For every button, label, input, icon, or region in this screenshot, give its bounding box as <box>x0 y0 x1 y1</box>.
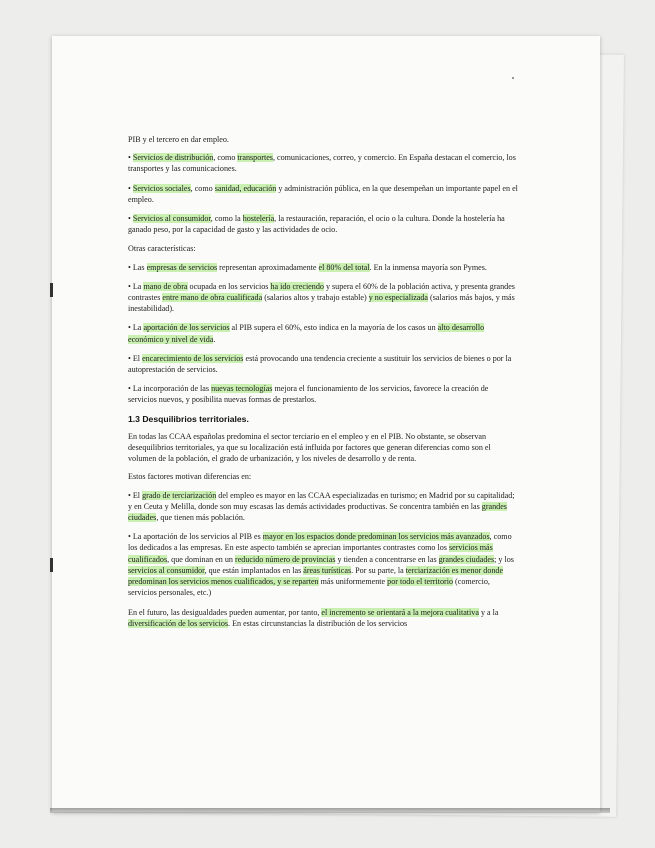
list-differences <box>128 490 518 599</box>
bullet-marker: • <box>128 490 131 500</box>
text-run: al PIB supera el 60%, esto indica en la mayoría de los casos un <box>229 323 438 333</box>
bullet-paragraph <box>128 531 518 598</box>
text-run: , como los dedicados a las empresas. En este aspecto también se aprecian importantes contrastes como los <box>128 532 512 553</box>
binder-mark <box>50 558 53 572</box>
text-run: La <box>130 323 144 333</box>
scan-speck <box>512 77 514 79</box>
bullet-marker: • <box>128 384 131 394</box>
highlighted-phrase: Servicios al consumidor <box>132 214 211 224</box>
highlighted-phrase: reducido número de provincias <box>235 554 336 564</box>
highlighted-phrase: servicios más cualificados <box>128 543 493 564</box>
highlighted-phrase: áreas turísticas <box>303 565 352 575</box>
highlighted-phrase: el incremento se orientará a la mejora cualitativa <box>321 607 479 617</box>
bullet-paragraph <box>128 490 518 524</box>
highlighted-phrase: empresas de servicios <box>146 262 218 272</box>
text-run: representan aproximadamente <box>217 262 319 272</box>
text-run: . <box>213 334 216 344</box>
highlighted-phrase: transportes <box>237 153 273 163</box>
closing-paragraph <box>128 607 518 629</box>
bullet-paragraph <box>128 213 518 235</box>
text-run: está provocando una tendencia creciente a sustituir los servicios de bienes o por la autoprestación de servicios. <box>128 353 512 375</box>
page-bottom-edge <box>50 808 610 813</box>
bullet-marker: • <box>128 214 131 224</box>
text-run: mejora el funcionamiento de los servicios, favorece la creación de servicios nuevos, y posibilita nuevas formas de prestarlos. <box>128 384 489 405</box>
bullet-marker: • <box>128 183 131 193</box>
highlighted-phrase: sanidad, educación <box>214 183 277 193</box>
text-run: La incorporación de las <box>130 384 212 394</box>
highlighted-phrase: y no especializada <box>368 293 429 303</box>
list-service-types <box>128 152 518 235</box>
bullet-paragraph <box>128 281 518 315</box>
text-run: (comercio, servicios personales, etc.) <box>128 577 490 598</box>
bullet-marker: • <box>128 281 131 291</box>
text-run: más uniformemente <box>318 577 388 587</box>
highlighted-phrase: aportación de los servicios <box>143 323 230 333</box>
text-run: El <box>130 490 143 500</box>
highlighted-phrase: terciarización es menor donde predominan los servicios menos cualificados, y se reparten <box>128 565 504 587</box>
text-run: ; y los <box>494 554 514 564</box>
text-run: El <box>130 353 143 363</box>
text-run: , como la <box>210 214 243 224</box>
bullet-paragraph <box>128 383 518 405</box>
highlighted-phrase: Servicios de distribución <box>132 153 214 163</box>
section-heading: 1.3 Desquilibrios territoriales. <box>128 413 249 424</box>
bullet-marker: • <box>128 353 131 363</box>
document-text <box>128 134 518 636</box>
bullet-paragraph <box>128 322 518 344</box>
highlighted-phrase: nuevas tecnologías <box>211 384 273 394</box>
highlighted-phrase: grandes ciudades <box>128 501 507 523</box>
text-run: y supera el 60% de la población activa, y presenta grandes contrastes <box>128 281 515 303</box>
bullet-paragraph <box>128 262 518 273</box>
text-run: En el futuro, las desigualdades pueden aumentar, por tanto, <box>128 607 322 617</box>
bullet-marker: • <box>128 262 131 272</box>
text-run: Las <box>130 262 147 272</box>
highlighted-phrase: ha ido creciendo <box>270 281 324 291</box>
factores-heading: Estos factores motivan diferencias en: <box>128 472 252 482</box>
text-run: , que tienen más población. <box>156 513 245 523</box>
binder-mark <box>50 283 53 297</box>
highlighted-phrase: alto desarrollo económico y nivel de vida <box>128 323 485 344</box>
text-run: . En estas circunstancias la distribución de los servicios <box>228 618 408 628</box>
section-paragraph: En todas las CCAA españolas predomina el sector terciario en el empleo y en el PIB. No obstante, se observan desequilibrios territoriales, ya que su localización está influida por factores que generan diferencias como son el volumen de la población, el grado de urbanización, y los niveles de desarrollo y de renta. <box>128 431 491 464</box>
text-run: ocupada en los servicios <box>187 281 271 291</box>
text-run: . En la inmensa mayoría son Pymes. <box>369 262 487 272</box>
highlighted-phrase: Servicios sociales <box>132 183 191 193</box>
highlighted-phrase: encarecimiento de los servicios <box>142 353 244 363</box>
highlighted-phrase: entre mano de obra cualificada <box>162 293 263 303</box>
text-run: , que dominan en un <box>167 554 235 564</box>
bullet-paragraph <box>128 353 518 375</box>
bullet-marker: • <box>128 532 131 542</box>
highlighted-phrase: por todo el territorio <box>387 577 454 587</box>
text-run: (salarios más bajos, y más inestabilidad). <box>128 293 515 314</box>
highlighted-phrase: diversificación de los servicios <box>128 618 229 628</box>
highlighted-phrase: mano de obra <box>143 281 188 291</box>
text-run: y a la <box>478 607 499 617</box>
text-run: , la restauración, reparación, el ocio o la cultura. Donde la hostelería ha ganado peso, por la capacidad de gasto y las actividades de ocio. <box>128 214 505 235</box>
list-characteristics <box>128 262 518 406</box>
text-run: (salarios altos y trabajo estable) <box>262 293 369 303</box>
text-run: , como <box>190 183 215 193</box>
highlighted-phrase: hostelería <box>242 214 275 224</box>
text-run: y tienden a concentrarse en las <box>335 554 439 564</box>
text-run: y administración pública, en la que desempeñan un importante papel en el empleo. <box>128 183 518 204</box>
bullet-paragraph <box>128 152 518 174</box>
intro-line: PIB y el tercero en dar empleo. <box>128 135 229 144</box>
text-run: La aportación de los servicios al PIB es <box>130 532 263 542</box>
text-run: , como <box>213 153 238 163</box>
text-run: del empleo es mayor en las CCAA especializadas en turismo; en Madrid por su capitalidad; y en Ceuta y Melilla, donde son muy escasas las demás actividades productivas. Se concentra también en las <box>128 490 515 511</box>
text-run: , que están implantados en las <box>204 565 304 575</box>
highlighted-phrase: grandes ciudades <box>438 554 495 564</box>
highlighted-phrase: el 80% del total <box>318 262 370 272</box>
highlighted-phrase: grado de terciarización <box>142 490 217 500</box>
text-run: , comunicaciones, correo, y comercio. En España destacan el comercio, los transportes y las comunicaciones. <box>128 153 516 174</box>
highlighted-phrase: mayor en los espacios donde predominan los servicios más avanzados <box>262 532 490 542</box>
otras-heading: Otras características: <box>128 244 196 254</box>
bullet-marker: • <box>128 153 131 163</box>
text-run: . Por su parte, la <box>351 565 406 575</box>
bullet-marker: • <box>128 323 131 333</box>
highlighted-phrase: servicios al consumidor <box>128 565 205 575</box>
bullet-paragraph <box>128 183 518 205</box>
text-run: La <box>130 281 144 291</box>
